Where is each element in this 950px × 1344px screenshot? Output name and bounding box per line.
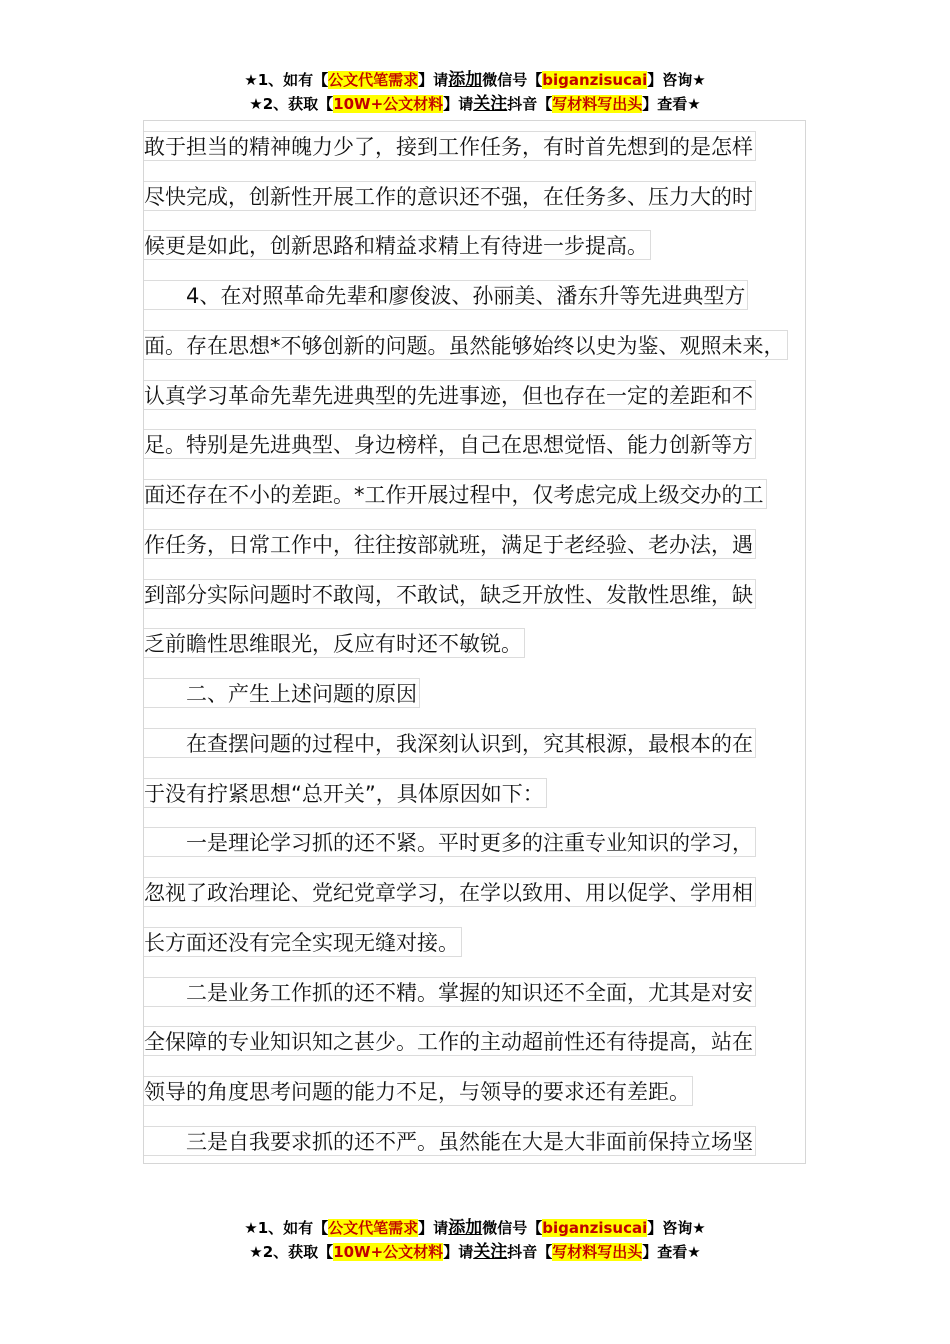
banner-text: 微信号【 — [482, 71, 543, 89]
banner-text: 】请 — [443, 1243, 474, 1261]
banner-highlight: 10W+公文材料 — [333, 1243, 444, 1261]
banner-text: ★2、获取【 — [249, 1243, 334, 1261]
body-line: 面还存在不小的差距。*工作开展过程中，仅考虑完成上级交办的工 — [144, 479, 767, 509]
body-line: 全保障的专业知识知之甚少。工作的主动超前性还有待提高，站在 — [144, 1026, 756, 1056]
body-line: 候更是如此，创新思路和精益求精上有待进一步提高。 — [144, 230, 651, 260]
banner-highlight: 公文代笔需求 — [328, 71, 419, 89]
header-banner — [0, 68, 950, 116]
body-line: 乏前瞻性思维眼光，反应有时还不敏锐。 — [144, 628, 525, 658]
banner-text: ★1、如有【 — [244, 1219, 329, 1237]
body-line: 到部分实际问题时不敢闯，不敢试，缺乏开放性、发散性思维，缺 — [144, 579, 756, 609]
banner-highlight: 公文代笔需求 — [328, 1219, 419, 1237]
body-line: 4、在对照革命先辈和廖俊波、孙丽美、潘东升等先进典型方 — [144, 280, 748, 310]
banner-emphasis: 关注 — [473, 94, 508, 114]
banner-text: ★2、获取【 — [249, 95, 334, 113]
body-line: 于没有拧紧思想“总开关”，具体原因如下： — [144, 778, 547, 808]
body-line: 一是理论学习抓的还不紧。平时更多的注重专业知识的学习， — [144, 827, 756, 857]
section-heading: 二、产生上述问题的原因 — [144, 678, 420, 708]
banner-text: 】请 — [418, 1219, 449, 1237]
banner-line-1 — [0, 68, 950, 92]
banner-line-1 — [0, 1216, 950, 1240]
banner-highlight-wechat: biganzisucai — [542, 1219, 648, 1237]
banner-text: ★1、如有【 — [244, 71, 329, 89]
banner-text: 微信号【 — [482, 1219, 543, 1237]
body-line: 尽快完成，创新性开展工作的意识还不强，在任务多、压力大的时 — [144, 181, 756, 211]
banner-highlight-douyin: 写材料写出头 — [552, 95, 643, 113]
body-line: 面。存在思想*不够创新的问题。虽然能够始终以史为鉴、观照未来， — [144, 330, 788, 360]
body-line: 领导的角度思考问题的能力不足，与领导的要求还有差距。 — [144, 1076, 693, 1106]
banner-emphasis: 添加 — [448, 70, 483, 90]
body-line: 忽视了政治理论、党纪党章学习，在学以致用、用以促学、学用相 — [144, 877, 756, 907]
banner-text: 】咨询★ — [647, 1219, 706, 1237]
banner-text: 】咨询★ — [647, 71, 706, 89]
body-line: 在查摆问题的过程中，我深刻认识到，究其根源，最根本的在 — [144, 728, 756, 758]
body-line: 认真学习革命先辈先进典型的先进事迹，但也存在一定的差距和不 — [144, 380, 756, 410]
banner-emphasis: 添加 — [448, 1218, 483, 1238]
banner-text: 】查看★ — [642, 1243, 701, 1261]
body-line: 足。特别是先进典型、身边榜样，自己在思想觉悟、能力创新等方 — [144, 429, 756, 459]
banner-highlight-douyin: 写材料写出头 — [552, 1243, 643, 1261]
banner-highlight: 10W+公文材料 — [333, 95, 444, 113]
body-line: 三是自我要求抓的还不严。虽然能在大是大非面前保持立场坚 — [144, 1126, 756, 1156]
banner-text: 】请 — [418, 71, 449, 89]
body-line: 敢于担当的精神魄力少了，接到工作任务，有时首先想到的是怎样 — [144, 131, 756, 161]
banner-text: 】请 — [443, 95, 474, 113]
banner-line-2 — [0, 92, 950, 116]
body-line: 长方面还没有完全实现无缝对接。 — [144, 927, 462, 957]
footer-banner — [0, 1216, 950, 1264]
banner-highlight-wechat: biganzisucai — [542, 71, 648, 89]
banner-text: 抖音【 — [507, 95, 553, 113]
banner-line-2 — [0, 1240, 950, 1264]
banner-text: 抖音【 — [507, 1243, 553, 1261]
body-line: 作任务，日常工作中，往往按部就班，满足于老经验、老办法，遇 — [144, 529, 756, 559]
banner-emphasis: 关注 — [473, 1242, 508, 1262]
body-line: 二是业务工作抓的还不精。掌握的知识还不全面，尤其是对安 — [144, 977, 756, 1007]
banner-text: 】查看★ — [642, 95, 701, 113]
